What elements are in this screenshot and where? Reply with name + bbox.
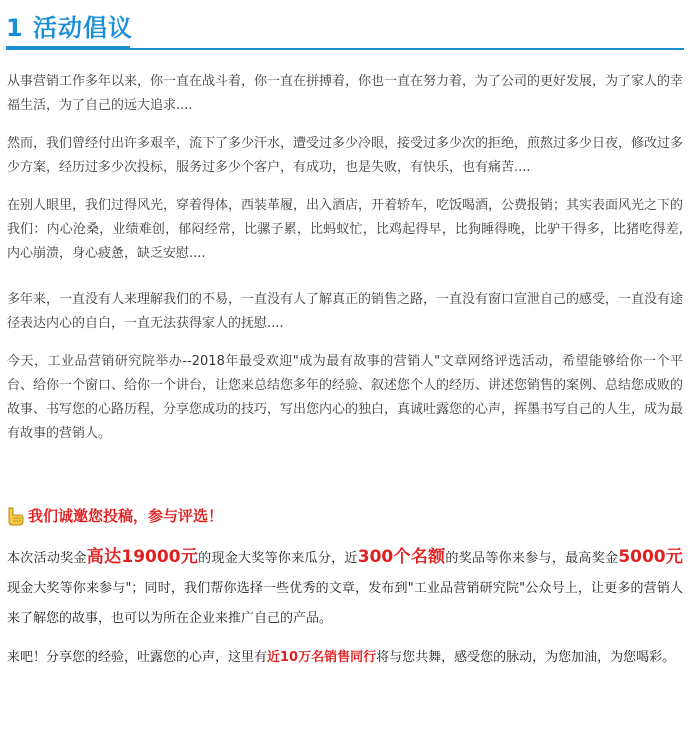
paragraph-prize — [7, 542, 683, 634]
invite-heading — [6, 504, 223, 528]
prize-text-4: 现金大奖等你来参与"；同时，我们帮你选择一些优秀的文章，发布到"工业品营销研究院"公众号上，让更多的营销人来了解您的故事，也可以为所在企业来推广自己的产品。 — [7, 581, 683, 626]
invite-heading-text: 我们诚邀您投稿，参与评选！ — [28, 507, 224, 525]
prize-amount-total: 高达19000元 — [86, 547, 199, 567]
prize-text-3: 的奖品等你来参与，最高奖金 — [445, 551, 619, 566]
section-header — [6, 10, 684, 50]
section-title: 1 活动倡议 — [6, 14, 134, 42]
paragraph-appearance: 在别人眼里，我们过得风光，穿着得体，西装革履，出入酒店，开着轿车，吃饭喝酒，公费报销；其实表面风光之下的我们：内心沧桑，业绩难创，郁闷经常，比骡子累，比蚂蚁忙，比鸡起得早，比狗睡得晚，比驴干得多，比猪吃得差,内心崩溃，身心疲惫，缺乏安慰.... — [7, 198, 684, 261]
title-underline-accent — [6, 46, 130, 50]
closing-highlight: 近10万名销售同行 — [267, 650, 377, 665]
paragraph-closing — [7, 646, 683, 670]
prize-text-1: 本次活动奖金 — [7, 551, 87, 566]
prize-text-2: 的现金大奖等你来瓜分，近 — [198, 551, 358, 566]
paragraph-hardship: 然而，我们曾经付出许多艰辛，流下了多少汗水，遭受过多少冷眼，接受过多少次的拒绝，煎熬过多少日夜，修改过多少方案，经历过多少次投标，服务过多少个客户，有成功，也是失败，有快乐，也有痛苦.... — [7, 136, 684, 175]
prize-slots: 300个名额 — [357, 547, 446, 567]
paragraph-understanding: 多年来，一直没有人来理解我们的不易，一直没有人了解真正的销售之路，一直没有窗口宣泄自己的感受，一直没有途径表达内心的自白，一直无法获得家人的抚慰.... — [7, 292, 684, 331]
closing-text-2: 将与您共舞，感受您的脉动，为您加油，为您喝彩。 — [376, 650, 676, 665]
paragraph-event: 今天，工业品营销研究院举办--2018年最受欢迎"成为最有故事的营销人"文章网络评选活动，希望能够给你一个平台、给你一个窗口、给你一个讲台，让您来总结您多年的经验、叙述您个人的经历、讲述您销售的案例、总结您成败的故事、书写您的心路历程，分享您成功的技巧，写出您内心的独白，真诚吐露您的心声，挥墨书写自己的人生，成为最有故事的营销人。 — [7, 354, 684, 441]
closing-text-1: 来吧！分享您的经验，吐露您的心声，这里有 — [7, 650, 268, 665]
prize-top-amount: 5000元 — [618, 547, 683, 567]
pointing-hand-icon — [6, 506, 24, 526]
paragraph-intro: 从事营销工作多年以来，你一直在战斗着，你一直在拼搏着，你也一直在努力着，为了公司的更好发展，为了家人的幸福生活，为了自己的远大追求.... — [7, 74, 684, 113]
